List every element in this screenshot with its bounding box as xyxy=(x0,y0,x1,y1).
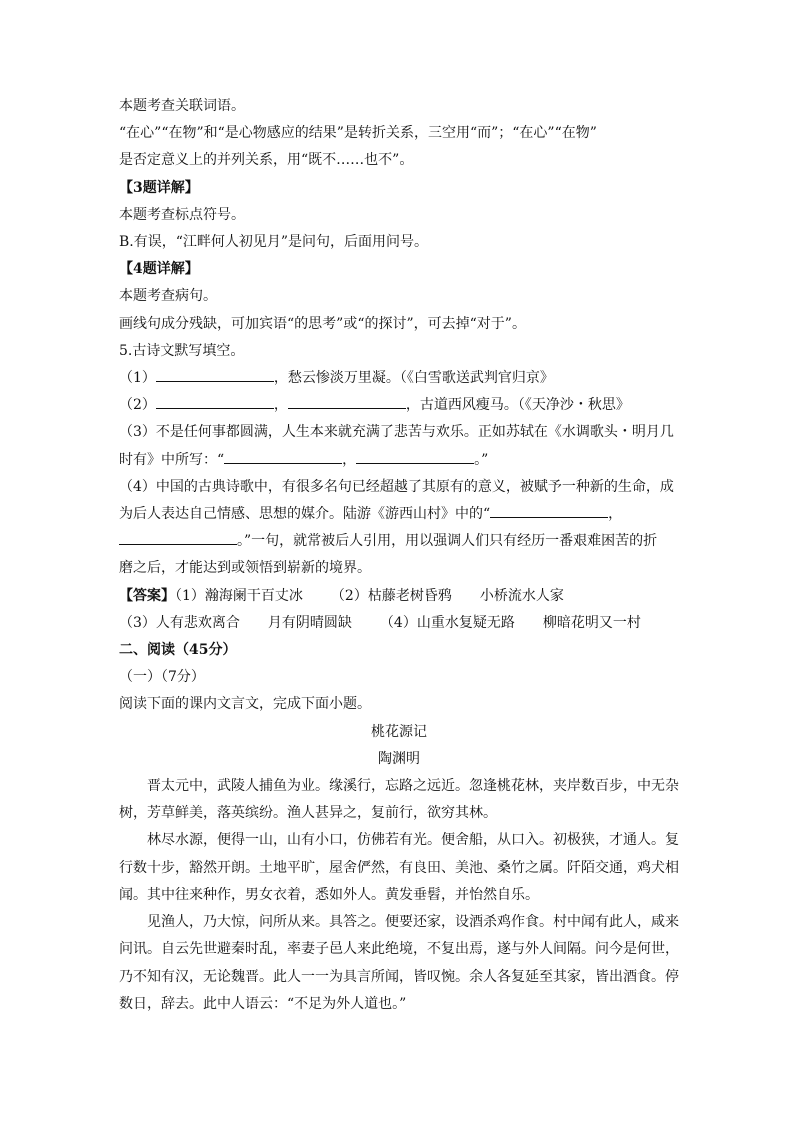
q5-part-3-line-1: （3）不是任何事都圆满，人生本来就充满了悲苦与欢乐。正如苏轼在《水调歌头・明月几 xyxy=(119,424,674,441)
blank-line xyxy=(156,367,274,382)
q5-part-4-line-3 xyxy=(119,528,679,555)
q5-part-2-text: ，古道西风瘦马。（《天净沙・秋思》 xyxy=(405,397,630,414)
passage-title: 桃花源记 xyxy=(371,723,427,740)
answer-3a: （3）人有悲欢离合 xyxy=(119,614,240,631)
answer-1: （1）瀚海阑干百丈冰 xyxy=(175,587,303,604)
answer-label: 【答案】 xyxy=(119,587,175,604)
passage-paragraph-1: 晋太元中，武陵人捕鱼为业。缘溪行，忘路之远近。忽逢桃花林，夹岸数百步，中无杂树，芳草鲜美，落英缤纷。渔人甚异之，复前行，欲穷其林。 xyxy=(119,778,679,822)
quote-end: 。” xyxy=(474,451,489,468)
q5-part-1 xyxy=(119,365,679,392)
blank-line xyxy=(490,503,608,518)
answer-2b: 小桥流水人家 xyxy=(479,587,564,604)
q3-explanation-line-2: B.有误，“江畔何人初见月”是问句，后面用问号。 xyxy=(119,234,429,251)
q5-part-2 xyxy=(119,392,679,419)
answer-line-1 xyxy=(119,583,679,610)
q4-explanation-line-1: 本题考查病句。 xyxy=(119,288,217,305)
q2-explanation-line-3: 是否定意义上的并列关系，用“既不……也不”。 xyxy=(119,152,414,169)
q5-part-3-text: 时有》中所写：“ xyxy=(119,451,225,468)
q5-part-4-line-4: 磨之后，才能达到或领悟到崭新的境界。 xyxy=(119,560,371,577)
passage-author: 陶渊明 xyxy=(378,750,420,767)
q2-explanation-line-1: 本题考查关联词语。 xyxy=(119,98,245,114)
q3-heading: 【3题详解】 xyxy=(119,179,199,196)
answer-4a: （4）山重水复疑无路 xyxy=(379,614,515,631)
blank-line xyxy=(119,530,237,545)
q4-heading: 【4题详解】 xyxy=(119,261,199,278)
comma: ， xyxy=(608,506,623,523)
reading-subsection-heading: （一）（7分） xyxy=(119,669,205,686)
q4-explanation-line-2: 画线句成分残缺，可加宾语“的思考”或“的探讨”，可去掉“对于”。 xyxy=(119,315,526,332)
q3-explanation-line-1: 本题考查标点符号。 xyxy=(119,206,245,223)
q5-part-1-number: （1） xyxy=(119,370,156,387)
q5-part-4-line-2 xyxy=(119,501,679,528)
q2-explanation-line-2: “在心”“在物”和“是心物感应的结果”是转折关系，三空用“而”；“在心”“在物” xyxy=(119,125,597,142)
passage-paragraph-2: 林尽水源，便得一山，山有小口，仿佛若有光。便舍船，从口入。初极狭，才通人。复行数十步，豁然开朗。土地平旷，屋舍俨然，有良田、美池、桑竹之属。阡陌交通，鸡犬相闻。其中往来种作，男女衣着，悉如外人。黄发垂髫，并怡然自乐。 xyxy=(119,832,679,903)
reading-section-heading: 二、阅读（45分） xyxy=(119,642,237,659)
answer-4b: 柳暗花明又一村 xyxy=(542,614,641,631)
comma: ， xyxy=(342,451,357,468)
q5-part-4-text: 为后人表达自己情感、思想的媒介。陆游《游西山村》中的“ xyxy=(119,506,491,523)
document-page xyxy=(119,93,679,1018)
blank-line xyxy=(156,394,274,409)
q5-part-2-number: （2） xyxy=(119,397,156,414)
answer-2a: （2）枯藤老树昏鸦 xyxy=(330,587,452,604)
blank-line xyxy=(288,394,406,409)
q5-part-1-text: ，愁云惨淡万里凝。（《白雪歌送武判官归京》 xyxy=(273,370,554,387)
answer-3b: 月有阴晴圆缺 xyxy=(267,614,352,631)
blank-line xyxy=(224,449,342,464)
comma: ， xyxy=(273,397,288,414)
q5-part-4-text: 。”一句，就常被后人引用，用以强调人们只有经历一番艰难困苦的折 xyxy=(237,533,658,550)
answer-line-2 xyxy=(119,610,679,637)
blank-line xyxy=(356,449,474,464)
passage-paragraph-3: 见渔人，乃大惊，问所从来。具答之。便要还家，设酒杀鸡作食。村中闻有此人，咸来问讯。自云先世避秦时乱，率妻子邑人来此绝境，不复出焉，遂与外人间隔。问今是何世，乃不知有汉，无论魏晋。此人一一为具言所闻，皆叹惋。余人各复延至其家，皆出酒食。停数日，辞去。此中人语云：“不足为外人道也。” xyxy=(119,914,679,1012)
q5-title: 5.古诗文默写填空。 xyxy=(119,342,245,359)
q5-part-4-line-1: （4）中国的古典诗歌中，有很多名句已经超越了其原有的意义，被赋予一种新的生命，成 xyxy=(119,478,674,495)
q5-part-3-line-2 xyxy=(119,447,679,474)
reading-instruction: 阅读下面的课内文言文，完成下面小题。 xyxy=(119,696,371,713)
